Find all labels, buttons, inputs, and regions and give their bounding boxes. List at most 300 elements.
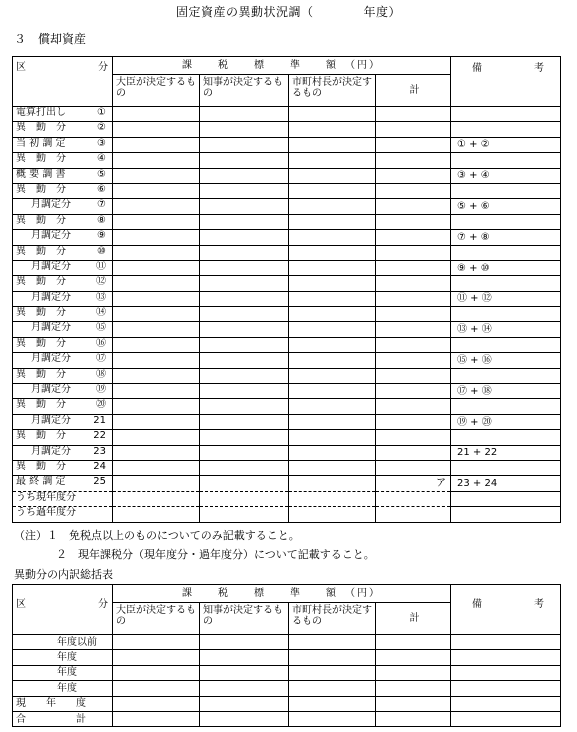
value-cell bbox=[113, 307, 200, 322]
value-cell bbox=[289, 230, 376, 245]
value-cell bbox=[289, 291, 376, 306]
note-2: ２ 現年課税分（現年度分・過年度分）について記載すること。 bbox=[56, 548, 375, 561]
value-cell bbox=[376, 230, 451, 245]
value-cell bbox=[376, 650, 451, 665]
row-note: ⑬ + ⑭ bbox=[451, 322, 561, 337]
table-row bbox=[13, 245, 561, 260]
main-table bbox=[12, 56, 561, 523]
table-row bbox=[13, 507, 561, 522]
value-cell bbox=[113, 245, 200, 260]
value-cell bbox=[200, 460, 289, 475]
row-number: ② bbox=[97, 122, 106, 134]
row-label bbox=[13, 137, 113, 152]
value-cell bbox=[289, 476, 376, 491]
value-cell bbox=[451, 711, 561, 726]
value-cell bbox=[113, 650, 200, 665]
table-row bbox=[13, 696, 561, 711]
row-label bbox=[13, 491, 113, 506]
row-note bbox=[451, 276, 561, 291]
value-cell bbox=[200, 168, 289, 183]
row-note: 23 + 24 bbox=[451, 476, 561, 491]
table-row bbox=[13, 414, 561, 429]
table-row bbox=[13, 153, 561, 168]
row-label bbox=[13, 337, 113, 352]
row-number: ① bbox=[97, 107, 106, 118]
row-label-text: 当 初 調 定 bbox=[16, 137, 66, 149]
row-number: ⑥ bbox=[97, 183, 106, 195]
row-label bbox=[13, 260, 113, 275]
row-note bbox=[451, 491, 561, 506]
row-label: 年度 bbox=[13, 681, 113, 696]
value-cell bbox=[113, 276, 200, 291]
row-number: ⑪ bbox=[96, 260, 106, 272]
table-row bbox=[13, 476, 561, 491]
kubun-header: 区 分 bbox=[13, 57, 113, 107]
value-cell bbox=[200, 384, 289, 399]
row-note: ⑮ + ⑯ bbox=[451, 353, 561, 368]
value-cell bbox=[113, 476, 200, 491]
value-cell bbox=[376, 260, 451, 275]
biko-header: 備 考 bbox=[451, 57, 561, 107]
section-heading-breakdown: 異動分の内訳総括表 bbox=[14, 568, 113, 581]
value-cell bbox=[376, 307, 451, 322]
value-cell bbox=[113, 445, 200, 460]
row-label-text: 異 動 分 bbox=[16, 368, 66, 380]
value-cell bbox=[200, 368, 289, 383]
row-label bbox=[13, 199, 113, 214]
value-cell bbox=[376, 168, 451, 183]
value-cell bbox=[200, 665, 289, 680]
value-cell bbox=[289, 445, 376, 460]
row-label-text: 月調定分 bbox=[31, 445, 71, 457]
value-cell bbox=[289, 711, 376, 726]
value-cell bbox=[376, 445, 451, 460]
row-number: 21 bbox=[93, 414, 106, 426]
value-cell bbox=[113, 399, 200, 414]
value-cell bbox=[376, 137, 451, 152]
row-note: ⑦ + ⑧ bbox=[451, 230, 561, 245]
row-number: 22 bbox=[93, 430, 106, 442]
value-cell bbox=[376, 414, 451, 429]
kubun-header-2: 区 分 bbox=[13, 585, 113, 635]
value-cell bbox=[289, 665, 376, 680]
value-cell bbox=[113, 368, 200, 383]
row-note: ⑲ + ⑳ bbox=[451, 414, 561, 429]
value-cell bbox=[200, 681, 289, 696]
value-cell bbox=[376, 122, 451, 137]
row-label: 年度 bbox=[13, 650, 113, 665]
row-number: 24 bbox=[93, 460, 106, 472]
row-label bbox=[13, 353, 113, 368]
value-cell bbox=[376, 681, 451, 696]
value-cell bbox=[200, 276, 289, 291]
value-cell bbox=[376, 291, 451, 306]
row-note: ③ + ④ bbox=[451, 168, 561, 183]
row-note bbox=[451, 183, 561, 198]
value-cell bbox=[200, 353, 289, 368]
row-note bbox=[451, 214, 561, 229]
value-cell bbox=[376, 337, 451, 352]
value-cell bbox=[376, 507, 451, 522]
value-cell bbox=[113, 491, 200, 506]
value-cell bbox=[289, 307, 376, 322]
value-cell bbox=[289, 199, 376, 214]
row-label-text: 異 動 分 bbox=[16, 122, 66, 134]
value-cell bbox=[451, 681, 561, 696]
biko-header-2: 備 考 bbox=[451, 585, 561, 635]
value-cell bbox=[200, 414, 289, 429]
row-number: ⑩ bbox=[97, 245, 106, 257]
row-label bbox=[13, 445, 113, 460]
row-number: ⑳ bbox=[96, 399, 106, 411]
row-label-text: 異 動 分 bbox=[16, 430, 66, 442]
table-row bbox=[13, 445, 561, 460]
value-cell bbox=[200, 137, 289, 152]
value-cell bbox=[376, 214, 451, 229]
value-cell bbox=[113, 635, 200, 650]
row-number: ⑱ bbox=[96, 368, 106, 380]
row-label bbox=[13, 183, 113, 198]
row-note bbox=[451, 153, 561, 168]
value-cell bbox=[200, 291, 289, 306]
table-row bbox=[13, 183, 561, 198]
value-cell bbox=[200, 245, 289, 260]
row-label-text: 異 動 分 bbox=[16, 337, 66, 349]
section-heading-depreciable-assets: ３ 償却資産 bbox=[14, 32, 87, 46]
value-cell bbox=[289, 153, 376, 168]
row-number: ⑧ bbox=[97, 214, 106, 226]
row-label-text: 異 動 分 bbox=[16, 307, 66, 319]
value-cell bbox=[289, 353, 376, 368]
row-label-text: 月調定分 bbox=[31, 199, 71, 211]
value-cell bbox=[113, 260, 200, 275]
row-label-text: 異 動 分 bbox=[16, 214, 66, 226]
value-cell bbox=[289, 491, 376, 506]
row-label bbox=[13, 245, 113, 260]
value-cell bbox=[289, 245, 376, 260]
value-cell bbox=[200, 399, 289, 414]
table-row bbox=[13, 337, 561, 352]
table-row bbox=[13, 322, 561, 337]
row-label: 年度以前 bbox=[13, 635, 113, 650]
row-label bbox=[13, 368, 113, 383]
value-cell bbox=[200, 650, 289, 665]
value-cell bbox=[113, 507, 200, 522]
value-cell bbox=[113, 460, 200, 475]
row-label bbox=[13, 153, 113, 168]
row-note: ⑤ + ⑥ bbox=[451, 199, 561, 214]
value-cell bbox=[289, 507, 376, 522]
row-label-text: 異 動 分 bbox=[16, 183, 66, 195]
row-label-text: うち過年度分 bbox=[16, 507, 76, 519]
table-row bbox=[13, 214, 561, 229]
row-note bbox=[451, 307, 561, 322]
row-label bbox=[13, 214, 113, 229]
value-cell bbox=[113, 414, 200, 429]
value-cell bbox=[289, 276, 376, 291]
row-label-text: 月調定分 bbox=[31, 414, 71, 426]
value-cell bbox=[200, 260, 289, 275]
value-cell bbox=[289, 137, 376, 152]
table-row bbox=[13, 353, 561, 368]
value-cell bbox=[200, 476, 289, 491]
value-cell bbox=[200, 696, 289, 711]
row-label-text: 月調定分 bbox=[31, 322, 71, 334]
table-row bbox=[13, 122, 561, 137]
value-cell bbox=[289, 214, 376, 229]
value-cell bbox=[289, 460, 376, 475]
row-number: ⑬ bbox=[96, 291, 106, 303]
row-label-text: 月調定分 bbox=[31, 353, 71, 365]
value-cell bbox=[289, 183, 376, 198]
breakdown-table bbox=[12, 584, 561, 727]
page-title: 固定資産の異動状況調（ 年度） bbox=[175, 5, 401, 19]
row-number: ③ bbox=[97, 137, 106, 149]
col-minister: 大臣が決定するもの bbox=[113, 75, 200, 107]
row-label bbox=[13, 322, 113, 337]
table-row bbox=[13, 230, 561, 245]
value-cell bbox=[376, 460, 451, 475]
table-row bbox=[13, 491, 561, 506]
row-label bbox=[13, 230, 113, 245]
table-row bbox=[13, 260, 561, 275]
value-cell bbox=[200, 183, 289, 198]
row-label-text: 電算打出し bbox=[16, 107, 66, 118]
row-note: 21 + 22 bbox=[451, 445, 561, 460]
row-label bbox=[13, 384, 113, 399]
value-cell bbox=[289, 414, 376, 429]
row-note: ① + ② bbox=[451, 137, 561, 152]
row-label-text: 月調定分 bbox=[31, 291, 71, 303]
row-label bbox=[13, 122, 113, 137]
value-cell bbox=[289, 681, 376, 696]
row-label: 現 年 度 bbox=[13, 696, 113, 711]
row-label: 合 計 bbox=[13, 711, 113, 726]
value-cell bbox=[376, 665, 451, 680]
table-row bbox=[13, 291, 561, 306]
row-label-text: 最 終 調 定 bbox=[16, 476, 66, 488]
value-cell bbox=[376, 183, 451, 198]
row-number: ⑨ bbox=[97, 230, 106, 242]
row-note bbox=[451, 399, 561, 414]
table-row bbox=[13, 460, 561, 475]
row-note bbox=[451, 507, 561, 522]
row-label bbox=[13, 307, 113, 322]
value-cell bbox=[113, 122, 200, 137]
row-label bbox=[13, 414, 113, 429]
value-cell bbox=[113, 168, 200, 183]
row-label bbox=[13, 476, 113, 491]
col-total-2: 計 bbox=[376, 603, 451, 635]
value-cell bbox=[200, 122, 289, 137]
row-number: ⑲ bbox=[96, 384, 106, 396]
value-cell bbox=[376, 491, 451, 506]
col-total: 計 bbox=[376, 75, 451, 107]
value-cell bbox=[200, 107, 289, 122]
row-label bbox=[13, 430, 113, 445]
table-row bbox=[13, 681, 561, 696]
value-cell bbox=[289, 696, 376, 711]
value-cell bbox=[200, 337, 289, 352]
value-cell bbox=[289, 322, 376, 337]
value-cell bbox=[289, 650, 376, 665]
col-mayor: 市町村長が決定するもの bbox=[289, 75, 376, 107]
row-number: ⑫ bbox=[96, 276, 106, 288]
value-cell bbox=[200, 322, 289, 337]
row-label-text: 月調定分 bbox=[31, 230, 71, 242]
value-cell bbox=[376, 399, 451, 414]
value-cell bbox=[113, 430, 200, 445]
row-number: ⑤ bbox=[97, 168, 106, 180]
value-cell bbox=[200, 430, 289, 445]
value-cell bbox=[200, 230, 289, 245]
value-cell bbox=[113, 291, 200, 306]
row-note bbox=[451, 368, 561, 383]
value-cell bbox=[113, 153, 200, 168]
row-note bbox=[451, 337, 561, 352]
value-cell bbox=[289, 430, 376, 445]
row-note bbox=[451, 245, 561, 260]
row-number: ⑮ bbox=[96, 322, 106, 334]
value-cell bbox=[376, 322, 451, 337]
value-cell bbox=[376, 245, 451, 260]
value-cell bbox=[289, 368, 376, 383]
value-cell bbox=[376, 711, 451, 726]
value-cell bbox=[200, 507, 289, 522]
value-cell bbox=[289, 107, 376, 122]
row-note: ⑪ + ⑫ bbox=[451, 291, 561, 306]
row-label: 年度 bbox=[13, 665, 113, 680]
table-row bbox=[13, 107, 561, 122]
value-cell bbox=[113, 183, 200, 198]
value-cell bbox=[451, 696, 561, 711]
value-cell bbox=[113, 214, 200, 229]
row-number: ⑭ bbox=[96, 307, 106, 319]
value-cell bbox=[376, 199, 451, 214]
row-label-text: 異 動 分 bbox=[16, 245, 66, 257]
value-cell bbox=[376, 276, 451, 291]
table-row bbox=[13, 430, 561, 445]
col-minister-2: 大臣が決定するもの bbox=[113, 603, 200, 635]
row-label bbox=[13, 460, 113, 475]
value-cell bbox=[451, 665, 561, 680]
kazei-header-2: 課 税 標 準 額 （円） bbox=[113, 585, 451, 603]
kazei-header: 課 税 標 準 額 （円） bbox=[113, 57, 451, 75]
col-mayor-2: 市町村長が決定するもの bbox=[289, 603, 376, 635]
value-cell bbox=[113, 384, 200, 399]
row-number: ⑰ bbox=[96, 353, 106, 365]
value-cell bbox=[200, 199, 289, 214]
row-note bbox=[451, 122, 561, 137]
row-label-text: 異 動 分 bbox=[16, 153, 66, 165]
row-number: ⑦ bbox=[97, 199, 106, 211]
row-label bbox=[13, 276, 113, 291]
value-cell bbox=[200, 491, 289, 506]
note-1: （注）１ 免税点以上のものについてのみ記載すること。 bbox=[14, 529, 300, 542]
table-row bbox=[13, 711, 561, 726]
row-number: ⑯ bbox=[96, 337, 106, 349]
row-number: ④ bbox=[97, 153, 106, 165]
value-cell bbox=[113, 665, 200, 680]
table-row bbox=[13, 665, 561, 680]
table-row bbox=[13, 368, 561, 383]
row-note bbox=[451, 430, 561, 445]
row-note: ⑰ + ⑱ bbox=[451, 384, 561, 399]
value-cell bbox=[376, 384, 451, 399]
value-cell bbox=[451, 635, 561, 650]
value-cell bbox=[289, 122, 376, 137]
row-note: ⑨ + ⑩ bbox=[451, 260, 561, 275]
value-cell bbox=[200, 711, 289, 726]
value-cell bbox=[376, 153, 451, 168]
row-number: 25 bbox=[93, 476, 106, 488]
value-cell bbox=[376, 430, 451, 445]
value-cell bbox=[200, 445, 289, 460]
row-label-text: うち現年度分 bbox=[16, 491, 76, 503]
value-cell bbox=[200, 214, 289, 229]
value-cell bbox=[200, 153, 289, 168]
table-row bbox=[13, 635, 561, 650]
row-label-text: 月調定分 bbox=[31, 260, 71, 272]
row-label bbox=[13, 399, 113, 414]
value-cell bbox=[113, 107, 200, 122]
row-label bbox=[13, 507, 113, 522]
row-label-text: 異 動 分 bbox=[16, 276, 66, 288]
value-cell bbox=[376, 353, 451, 368]
value-cell bbox=[451, 650, 561, 665]
table-row bbox=[13, 168, 561, 183]
value-cell bbox=[113, 681, 200, 696]
value-cell bbox=[200, 307, 289, 322]
value-cell bbox=[376, 368, 451, 383]
row-label bbox=[13, 168, 113, 183]
table-row bbox=[13, 650, 561, 665]
kei-mark: ア bbox=[376, 476, 451, 491]
value-cell bbox=[113, 199, 200, 214]
value-cell bbox=[376, 107, 451, 122]
col-governor-2: 知事が決定するもの bbox=[200, 603, 289, 635]
row-label-text: 概 要 調 書 bbox=[16, 168, 66, 180]
table-row bbox=[13, 399, 561, 414]
value-cell bbox=[289, 635, 376, 650]
table-row bbox=[13, 384, 561, 399]
table-row bbox=[13, 199, 561, 214]
value-cell bbox=[376, 696, 451, 711]
value-cell bbox=[113, 322, 200, 337]
value-cell bbox=[376, 635, 451, 650]
value-cell bbox=[289, 399, 376, 414]
row-label bbox=[13, 107, 113, 122]
table-row bbox=[13, 307, 561, 322]
row-note bbox=[451, 460, 561, 475]
value-cell bbox=[113, 337, 200, 352]
value-cell bbox=[289, 384, 376, 399]
value-cell bbox=[200, 635, 289, 650]
value-cell bbox=[113, 696, 200, 711]
value-cell bbox=[289, 260, 376, 275]
table-row bbox=[13, 137, 561, 152]
row-note bbox=[451, 107, 561, 122]
value-cell bbox=[289, 168, 376, 183]
table-row bbox=[13, 276, 561, 291]
value-cell bbox=[113, 137, 200, 152]
value-cell bbox=[289, 337, 376, 352]
value-cell bbox=[113, 711, 200, 726]
row-number: 23 bbox=[93, 445, 106, 457]
row-label-text: 月調定分 bbox=[31, 384, 71, 396]
row-label bbox=[13, 291, 113, 306]
value-cell bbox=[113, 353, 200, 368]
